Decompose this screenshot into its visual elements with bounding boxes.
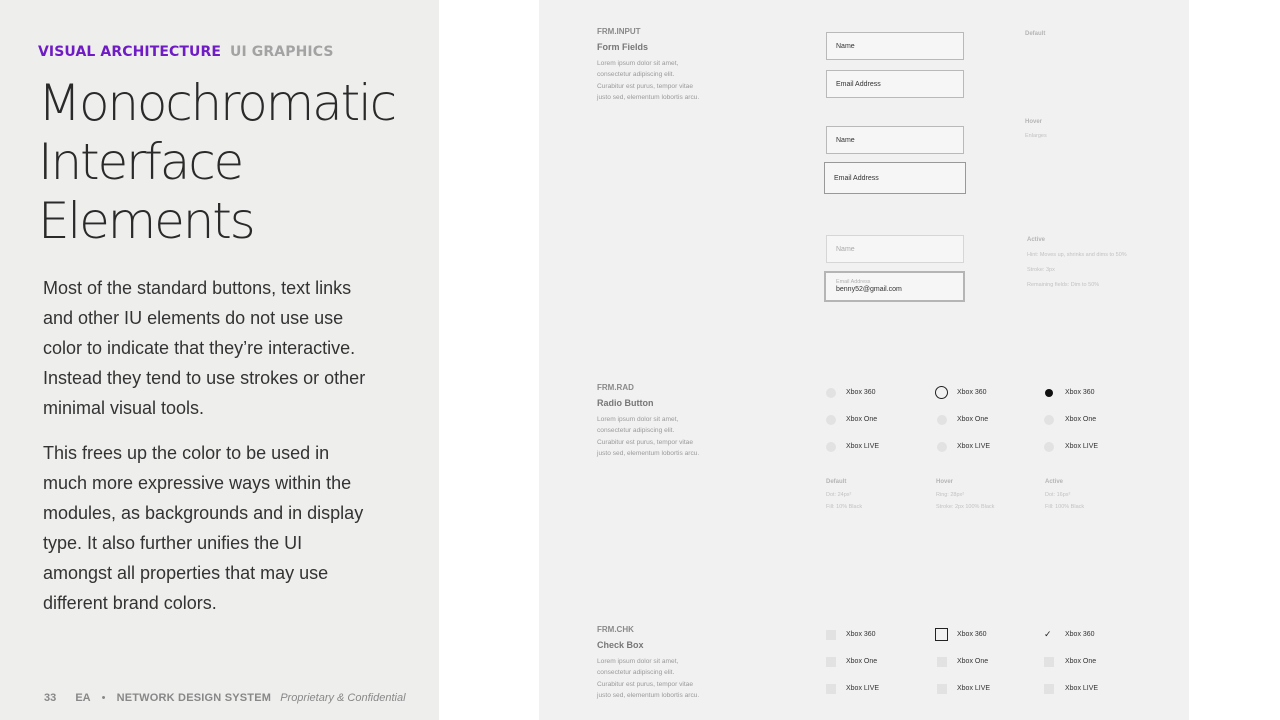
radio-label: Xbox LIVE bbox=[1065, 443, 1099, 450]
checkbox-label: Xbox 360 bbox=[957, 631, 987, 638]
checkbox-default[interactable] bbox=[1044, 684, 1054, 694]
radio-label: Xbox 360 bbox=[846, 389, 876, 396]
radio-label: Xbox One bbox=[1065, 416, 1097, 423]
section-code: FRM.CHK bbox=[597, 625, 634, 634]
radio-label: Xbox One bbox=[957, 416, 989, 423]
footer bbox=[44, 692, 406, 704]
page-title bbox=[38, 74, 428, 251]
left-panel bbox=[0, 0, 439, 720]
section-name: Form Fields bbox=[597, 42, 649, 52]
eyebrow-primary: VISUAL ARCHITECTURE bbox=[38, 44, 222, 60]
spec-sheet bbox=[539, 0, 1189, 720]
eyebrow-secondary: UI GRAPHICS bbox=[230, 44, 334, 60]
state-note: Enlarges bbox=[1025, 133, 1047, 139]
radio-label: Xbox 360 bbox=[1065, 389, 1095, 396]
body-paragraph: This frees up the color to be used in much more expressive ways within the modules, as backgrounds and in display type. It also further unifies the UI amongst all properties that may use different brand colors. bbox=[43, 443, 364, 613]
name-field-default[interactable]: Name bbox=[826, 32, 964, 60]
checkbox-label: Xbox One bbox=[1065, 658, 1097, 665]
radio-label: Xbox LIVE bbox=[957, 443, 991, 450]
body-paragraph: Most of the standard buttons, text links and other IU elements do not use use color to indicate that they’re interactive. Instead they tend to use strokes or other minimal visual tools. bbox=[43, 278, 366, 418]
radio-default[interactable] bbox=[937, 442, 947, 452]
footer-note: Proprietary & Confidential bbox=[280, 692, 406, 704]
checkbox-label: Xbox LIVE bbox=[1065, 685, 1099, 692]
state-notes: Hint: Moves up, shrinks and dims to 50% Stroke: 3px Remaining fields: Dim to 50% bbox=[1027, 252, 1127, 288]
checkbox-hover[interactable] bbox=[935, 628, 948, 641]
state-notes: Dot: 16px² Fill: 100% Black bbox=[1045, 492, 1085, 510]
checkbox-label: Xbox One bbox=[957, 658, 989, 665]
radio-default[interactable] bbox=[1044, 442, 1054, 452]
footer-system: NETWORK DESIGN SYSTEM bbox=[116, 692, 272, 704]
section-description: Lorem ipsum dolor sit amet, consectetur adipiscing elit. Curabitur est purus, tempor vitae justo sed, elementum lobortis arcu. bbox=[597, 60, 700, 102]
checkbox-label: Xbox 360 bbox=[846, 631, 876, 638]
title-line: Monochromatic bbox=[38, 74, 395, 132]
checkbox-default[interactable] bbox=[937, 657, 947, 667]
name-field-hover[interactable]: Name bbox=[826, 126, 964, 154]
radio-default[interactable] bbox=[826, 388, 836, 398]
page-number: 33 bbox=[44, 692, 57, 704]
radio-default[interactable] bbox=[1044, 415, 1054, 425]
state-notes: Ring: 28px² Stroke: 2px 100% Black bbox=[936, 492, 995, 510]
state-label-hover: Hover bbox=[936, 479, 954, 485]
eyebrow bbox=[38, 44, 334, 60]
checkbox-default[interactable] bbox=[826, 630, 836, 640]
section-name: Radio Button bbox=[597, 398, 654, 408]
state-label-hover: Hover bbox=[1025, 119, 1043, 125]
state-label-active: Active bbox=[1027, 237, 1046, 243]
separator-dot: • bbox=[101, 692, 106, 704]
checkbox-label: Xbox LIVE bbox=[846, 685, 880, 692]
checkmark-icon[interactable]: ✓ bbox=[1044, 629, 1052, 639]
state-notes: Dot: 24px² Fill: 10% Black bbox=[826, 492, 863, 510]
email-field-default[interactable]: Email Address bbox=[826, 70, 964, 98]
radio-label: Xbox One bbox=[846, 416, 878, 423]
field-hint: Email Address bbox=[836, 279, 871, 285]
radio-label: Xbox 360 bbox=[957, 389, 987, 396]
title-line: Elements bbox=[38, 192, 254, 250]
footer-brand: EA bbox=[75, 692, 91, 704]
checkbox-label: Xbox 360 bbox=[1065, 631, 1095, 638]
section-description: Lorem ipsum dolor sit amet, consectetur adipiscing elit. Curabitur est purus, tempor vitae justo sed, elementum lobortis arcu. bbox=[597, 658, 700, 700]
name-field-dimmed[interactable]: Name bbox=[826, 235, 964, 263]
section-code: FRM.INPUT bbox=[597, 27, 641, 36]
radio-selected[interactable] bbox=[1045, 389, 1053, 397]
title-line: Interface bbox=[38, 133, 243, 191]
checkbox-default[interactable] bbox=[937, 684, 947, 694]
field-value: benny52@gmail.com bbox=[836, 286, 902, 293]
section-code: FRM.RAD bbox=[597, 383, 634, 392]
radio-default[interactable] bbox=[826, 415, 836, 425]
state-label-default: Default bbox=[826, 479, 847, 485]
radio-label: Xbox LIVE bbox=[846, 443, 880, 450]
checkbox-default[interactable] bbox=[826, 684, 836, 694]
section-description: Lorem ipsum dolor sit amet, consectetur adipiscing elit. Curabitur est purus, tempor vitae justo sed, elementum lobortis arcu. bbox=[597, 416, 700, 458]
state-label-active: Active bbox=[1045, 479, 1064, 485]
radio-hover[interactable] bbox=[935, 386, 948, 399]
section-name: Check Box bbox=[597, 640, 644, 650]
state-label-default: Default bbox=[1025, 31, 1046, 37]
email-field-active[interactable] bbox=[824, 271, 965, 302]
checkbox-label: Xbox LIVE bbox=[957, 685, 991, 692]
checkbox-default[interactable] bbox=[1044, 657, 1054, 667]
radio-default[interactable] bbox=[826, 442, 836, 452]
radio-default[interactable] bbox=[937, 415, 947, 425]
checkbox-default[interactable] bbox=[826, 657, 836, 667]
checkbox-label: Xbox One bbox=[846, 658, 878, 665]
email-field-hover[interactable]: Email Address bbox=[824, 162, 966, 194]
